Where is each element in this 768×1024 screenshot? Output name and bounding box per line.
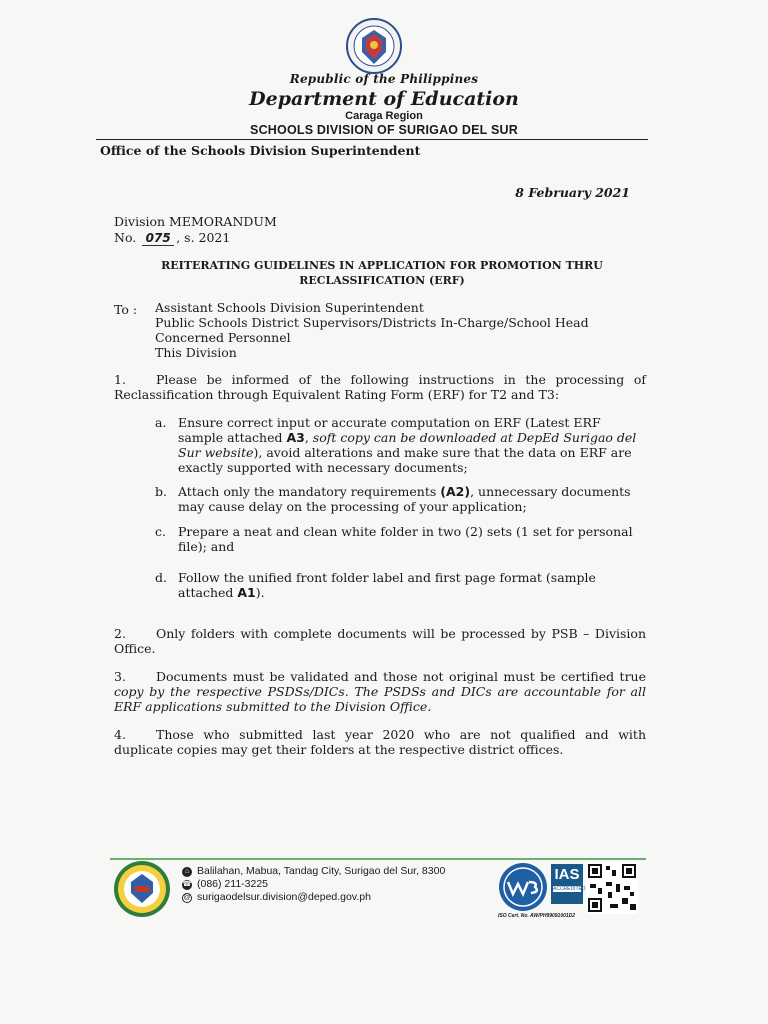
qr-code (586, 862, 638, 914)
memo-number-line (114, 230, 230, 246)
item-text: Follow the unified front folder label and first page format (sample attached A1). (178, 570, 596, 600)
recipient-item: Public Schools District Supervisors/Districts In-Charge/School Head (155, 315, 589, 330)
paragraph-text: Please be informed of the following instructions in the processing of Reclassification through Equivalent Rating Form (ERF) for T2 and T3: (114, 372, 646, 402)
region-heading: Caraga Region (345, 110, 423, 122)
location-icon: ⌂ (182, 867, 192, 877)
memo-series: , s. 2021 (176, 230, 231, 245)
paragraph-text: Documents must be validated and those not original must be certified true (156, 669, 646, 684)
item-text: Ensure correct input or accurate computation on ERF (Latest ERF sample attached A3, soft copy can be downloaded at DepEd Surigao del Sur website), avoid alterations and make sure that the data on ERF are exactly supported with necessary documents; (178, 415, 637, 475)
paragraph-text: Those who submitted last year 2020 who are not qualified and with duplicate copies may get their folders at the respective district offices. (114, 727, 646, 757)
item-text: Attach only the mandatory requirements (A2), unnecessary documents may cause delay on the processing of your application; (178, 484, 631, 514)
subject-line-1: REITERATING GUIDELINES IN APPLICATION FOR PROMOTION THRU (161, 259, 603, 272)
address-text: Balilahan, Mabua, Tandag City, Surigao del Sur, 8300 (197, 865, 446, 877)
memo-subject (130, 258, 634, 288)
memo-no-prefix: No. (114, 230, 137, 245)
phone-icon: ☎ (182, 880, 192, 888)
item-letter: b. (155, 484, 167, 499)
recipient-item: Concerned Personnel (155, 330, 291, 345)
paragraph-text: Only folders with complete documents will be processed by PSB – Division Office. (114, 626, 646, 656)
item-letter: c. (155, 524, 166, 539)
item-a (155, 415, 647, 475)
item-c (155, 524, 647, 554)
division-logo (113, 860, 171, 918)
item-letter: a. (155, 415, 167, 430)
paragraph-4 (114, 727, 646, 757)
recipient-item: This Division (155, 345, 237, 360)
ias-label: IAS (554, 866, 580, 883)
memo-date: 8 February 2021 (515, 185, 630, 200)
subject-line-2: RECLASSIFICATION (ERF) (299, 274, 465, 287)
recipient-list (155, 300, 589, 360)
phone-text: (086) 211-3225 (197, 878, 269, 890)
header-divider (96, 139, 648, 140)
email-row (182, 891, 445, 904)
office-heading: Office of the Schools Division Superintendent (100, 143, 421, 158)
paragraph-2 (114, 626, 646, 656)
memo-number: 075 (142, 231, 174, 246)
ias-accredited: ACCREDITED (553, 886, 586, 892)
certification-logo (498, 862, 548, 912)
memo-label: Division MEMORANDUM (114, 214, 277, 229)
ias-badge (551, 864, 586, 904)
deped-seal-logo (346, 18, 402, 74)
item-text: Prepare a neat and clean white folder in two (2) sets (1 set for personal file); and (178, 524, 633, 554)
republic-heading: Republic of the Philippines (289, 72, 479, 86)
paragraph-3 (114, 669, 646, 714)
paragraph-number: 1. (114, 372, 126, 387)
email-text: surigaodelsur.division@deped.gov.ph (197, 891, 371, 903)
item-letter: d. (155, 570, 167, 585)
department-heading: Department of Education (249, 88, 519, 110)
paragraph-italic-text: copy by the respective PSDSs/DICs. The PSDSs and DICs are accountable for all ERF applications submitted to the Division Office. (114, 684, 646, 714)
iso-cert-number: ISO Cert. No. AW/PH99091001D2 (498, 913, 576, 919)
footer-divider (110, 858, 646, 860)
paragraph-number: 3. (114, 669, 126, 684)
paragraph-1 (114, 372, 646, 402)
recipient-item: Assistant Schools Division Superintendent (155, 300, 424, 315)
paragraph-number: 4. (114, 727, 126, 742)
paragraph-number: 2. (114, 626, 126, 641)
item-d (155, 570, 647, 600)
address-row (182, 865, 445, 878)
division-heading: SCHOOLS DIVISION OF SURIGAO DEL SUR (250, 123, 518, 137)
to-label: To : (114, 302, 138, 317)
contact-info (182, 865, 445, 904)
item-b (155, 484, 647, 514)
phone-row (182, 878, 445, 891)
email-icon: @ (183, 893, 191, 901)
